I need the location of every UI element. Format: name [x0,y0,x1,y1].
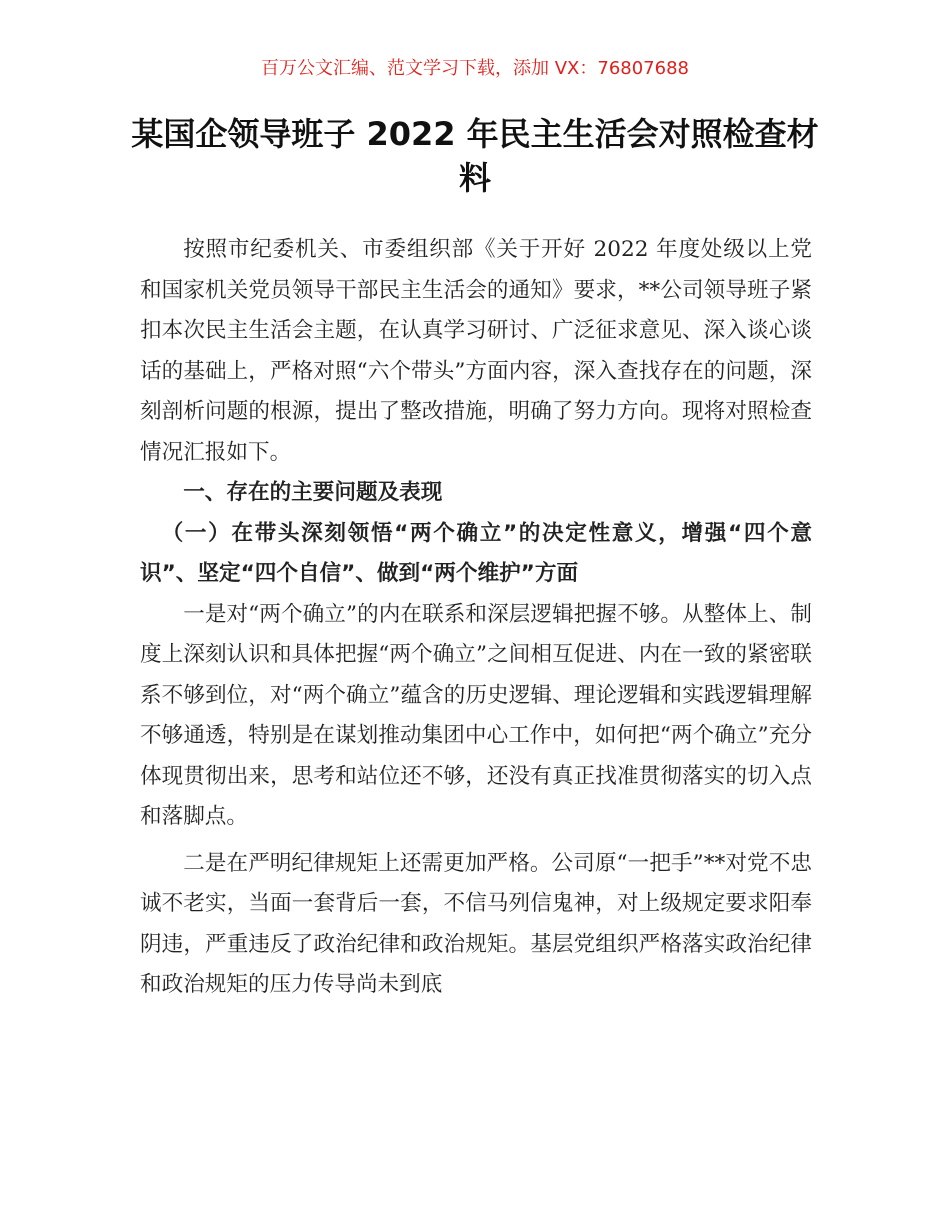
document-title: 某国企领导班子 2022 年民主生活会对照检查材料 [131,115,819,197]
section-heading: 一、存在的主要问题及表现 [183,480,443,505]
point-two-paragraph: 二是在严明纪律规矩上还需更加严格。公司原“一把手”**对党不忠诚不老实，当面一套背后一套，不信马列信鬼神，对上级规定要求阳奉阴违，严重违反了政治纪律和政治规矩。基层党组织严格落实政治纪律和政治规矩的压力传导尚未到底 [140,850,812,997]
document-body [140,230,812,1006]
intro-paragraph: 按照市纪委机关、市委组织部《关于开好 2022 年度处级以上党和国家机关党员领导干部民主生活会的通知》要求，**公司领导班子紧扣本次民主生活会主题，在认真学习研讨、广泛征求意见、深入谈心谈话的基础上，严格对照“六个带头”方面内容，深入查找存在的问题，深刻剖析问题的根源，提出了整改措施，明确了努力方向。现将对照检查情况汇报如下。 [140,237,812,465]
point-one-paragraph: 一是对“两个确立”的内在联系和深层逻辑把握不够。从整体上、制度上深刻认识和具体把握“两个确立”之间相互促进、内在一致的紧密联系不够到位，对“两个确立”蕴含的历史逻辑、理论逻辑和实践逻辑理解不够通透，特别是在谋划推动集团中心工作中，如何把“两个确立”充分体现贯彻出来，思考和站位还不够，还没有真正找准贯彻落实的切入点和落脚点。 [140,601,812,829]
header-banner: 百万公文汇编、范文学习下载，添加 VX：76807688 [261,58,689,79]
subsection-heading: （一）在带头深刻领悟“两个确立”的决定性意义，增强“四个意识”、坚定“四个自信”、做到“两个维护”方面 [140,520,812,586]
